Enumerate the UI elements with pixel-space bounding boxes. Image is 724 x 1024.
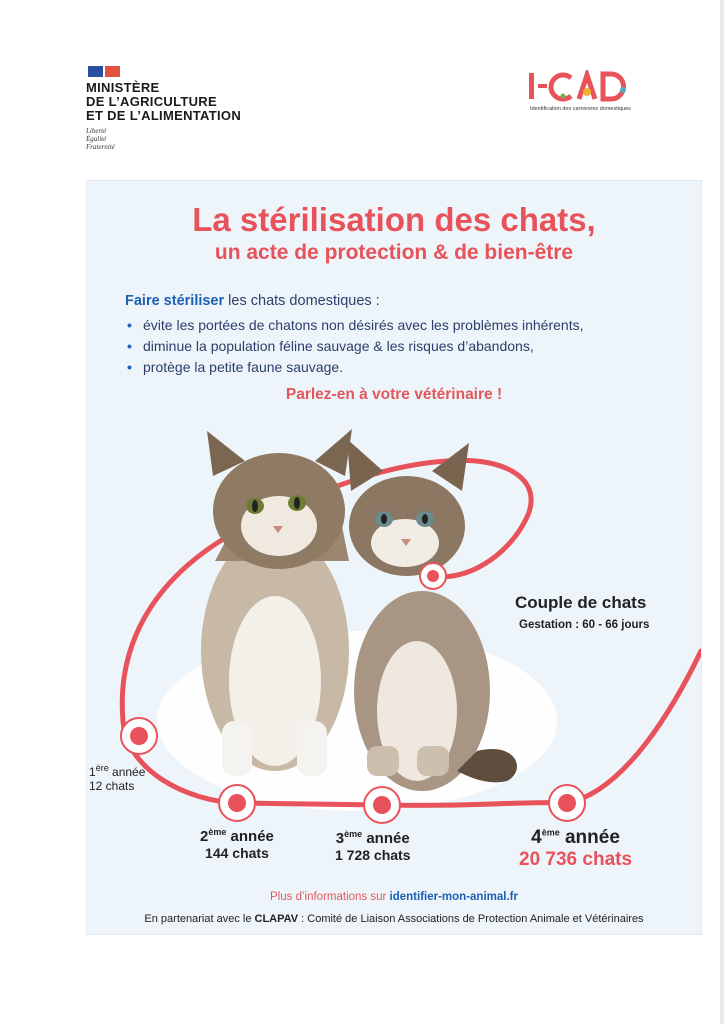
list-item: • évite les portées de chatons non désirés avec les problèmes inhérents, [127,317,584,333]
page-edge [720,0,724,1024]
intro-text: Faire stériliser les chats domestiques : [125,293,380,309]
website-link[interactable]: identifier-mon-animal.fr [389,891,518,903]
benefits-list [125,315,583,378]
poster-panel [86,180,702,935]
couple-label: Couple de chats [515,593,647,612]
marker-year3-icon [364,787,400,823]
icad-subtitle: Identification des carnivores domestiques [530,106,631,112]
list-item: • diminue la population féline sauvage & les risques d’abandons, [127,338,534,354]
list-item: • protège la petite faune sauvage. [127,359,344,375]
marker-year2-icon [219,785,255,821]
year-4-label: 4ème année 20 736 chats [519,827,633,870]
poster-subtitle: un acte de protection & de bien-être [214,241,574,264]
poster-title: La stérilisation des chats, [192,201,596,238]
year-2-label: 2ème année 144 chats [200,827,274,861]
ministry-name: MINISTÈRE DE L’AGRICULTURE ET DE L’ALIMENTATION [86,80,242,123]
ministry-motto: Liberté Égalité Fraternité [86,127,115,151]
gestation-label: Gestation : 60 - 66 jours [519,619,650,631]
icad-logo-icon [527,70,639,104]
marianne-flag-icon [88,66,241,77]
partner-line: En partenariat avec le CLAPAV : Comité de Liaison Associations de Protection Animale et Vétérinaires [144,913,644,925]
cat-left-figure [201,429,352,776]
ministry-logo [86,66,241,151]
year-3-label: 3ème année 1 728 chats [335,829,411,863]
more-info-line: Plus d’informations sur identifier-mon-animal.fr [270,891,518,903]
marker-year1-icon [121,718,157,754]
icad-logo [527,70,639,112]
marker-year4-icon [549,785,585,821]
year-1-label: 1ère année 12 chats [89,763,146,793]
vet-callout: Parlez-en à votre vétérinaire ! [285,386,503,403]
